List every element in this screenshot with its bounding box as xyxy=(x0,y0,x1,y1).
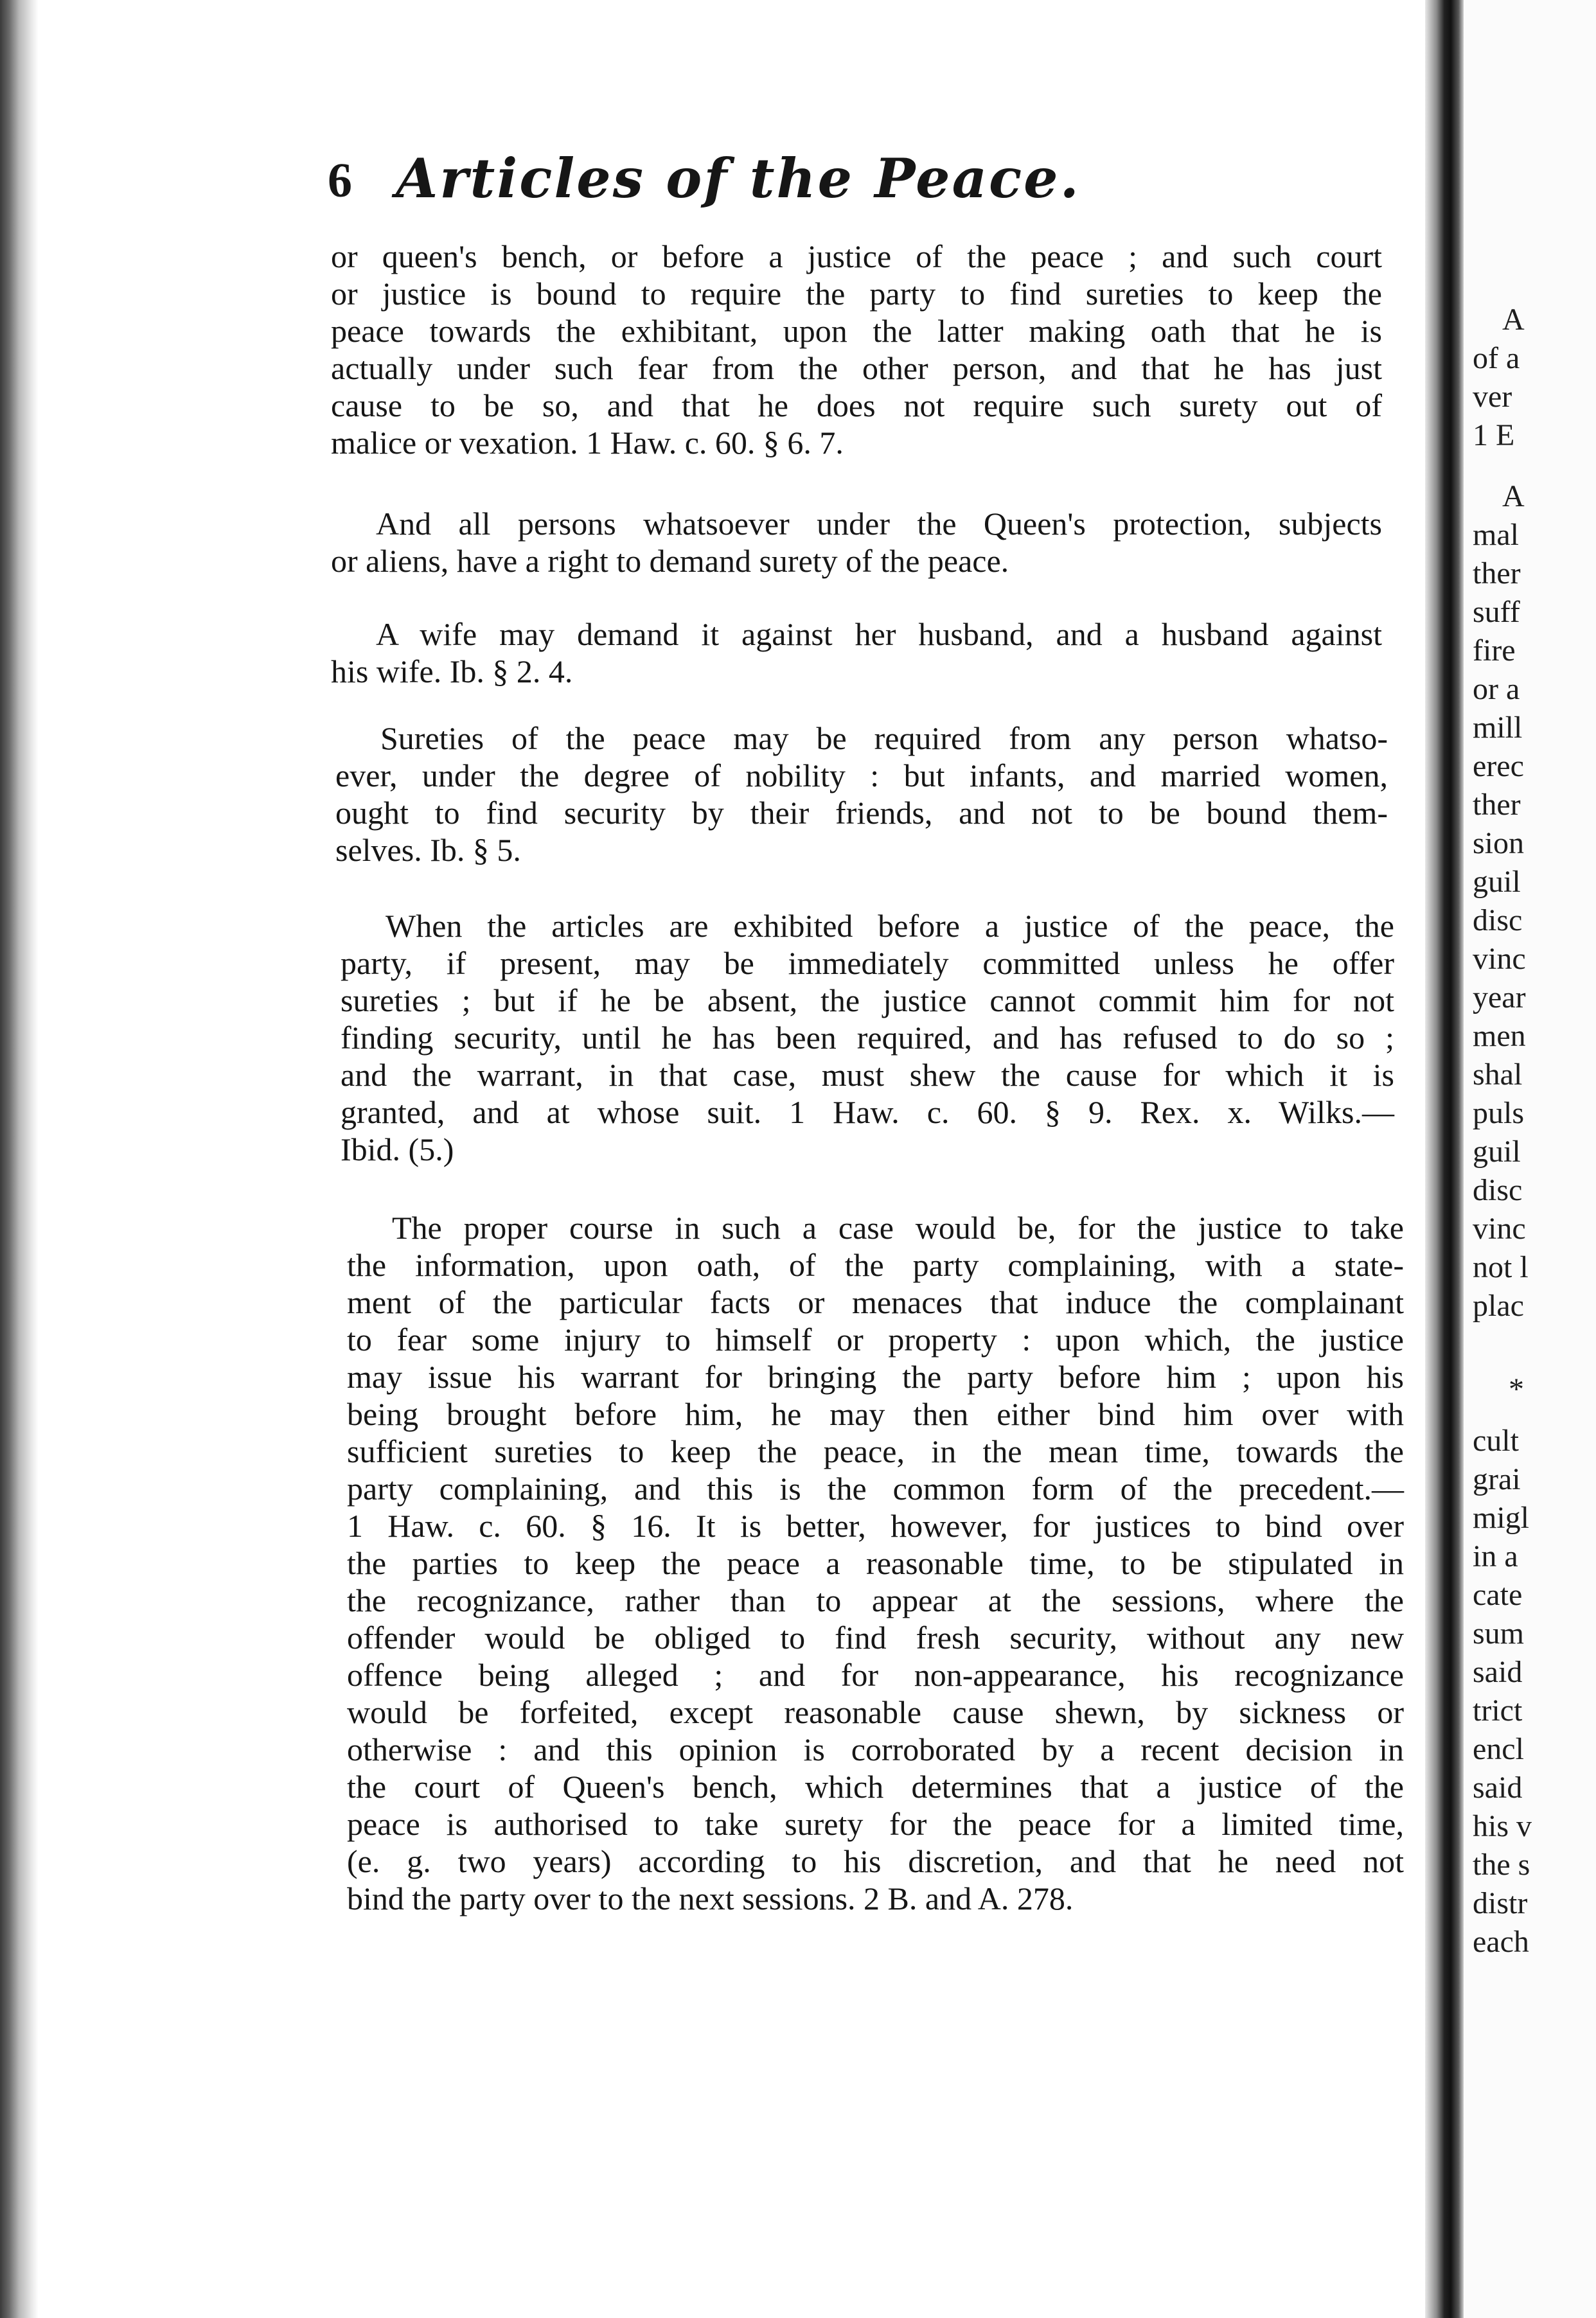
text-line: ought to find security by their friends, and not to be bound them- xyxy=(335,795,1388,831)
text-line: offence being alleged ; and for non-appearance, his recognizance xyxy=(347,1657,1404,1693)
text-line: peace is authorised to take surety for the peace for a limited time, xyxy=(347,1806,1404,1842)
facing-page-fragment: encl xyxy=(1473,1732,1524,1766)
facing-page-fragment: * xyxy=(1509,1372,1524,1406)
facing-page-fragment: erec xyxy=(1473,749,1524,783)
facing-page-fragment: A xyxy=(1502,303,1525,337)
book-gutter-shadow xyxy=(1425,0,1464,2318)
facing-page-fragment: distr xyxy=(1473,1886,1528,1920)
facing-page-fragment: not l xyxy=(1473,1250,1529,1284)
text-line: Ibid. (5.) xyxy=(341,1131,454,1167)
text-line: And all persons whatsoever under the Queen's protection, subjects xyxy=(376,506,1382,542)
facing-page-fragment: said xyxy=(1473,1655,1523,1689)
facing-page-fragment: ther xyxy=(1473,788,1521,822)
text-line: granted, and at whose suit. 1 Haw. c. 60. § 9. Rex. x. Wilks.— xyxy=(341,1094,1394,1130)
text-line: the recognizance, rather than to appear at the sessions, where the xyxy=(347,1582,1404,1618)
text-line: The proper course in such a case would be, for the justice to take xyxy=(392,1210,1404,1246)
facing-page-fragment: guil xyxy=(1473,1135,1521,1169)
facing-page-fragment: disc xyxy=(1473,903,1523,937)
facing-page-fragment: mal xyxy=(1473,518,1519,552)
facing-page-fragment: said xyxy=(1473,1771,1523,1805)
text-line: party, if present, may be immediately committed unless he offer xyxy=(341,945,1394,981)
text-line: to fear some injury to himself or property : upon which, the justice xyxy=(347,1322,1404,1358)
paragraph-1 xyxy=(331,238,1382,461)
text-line: sufficient sureties to keep the peace, in the mean time, towards the xyxy=(347,1433,1404,1469)
text-line: otherwise : and this opinion is corroborated by a recent decision in xyxy=(347,1731,1404,1767)
paragraph-5 xyxy=(341,907,1394,1168)
facing-page-fragment: of a xyxy=(1473,341,1520,375)
text-line: ment of the particular facts or menaces that induce the complainant xyxy=(347,1284,1404,1320)
facing-page-fragment: guil xyxy=(1473,865,1521,899)
facing-page-fragment: mill xyxy=(1473,711,1523,745)
facing-page-fragment: ver xyxy=(1473,380,1512,414)
facing-page-fragment: or a xyxy=(1473,672,1520,706)
text-line: malice or vexation. 1 Haw. c. 60. § 6. 7. xyxy=(331,425,844,461)
facing-page-fragment: suff xyxy=(1473,595,1520,629)
text-line: (e. g. two years) according to his discretion, and that he need not xyxy=(347,1843,1404,1879)
paragraph-2 xyxy=(331,505,1382,580)
text-line: or queen's bench, or before a justice of the peace ; and such court xyxy=(331,238,1382,274)
facing-page-fragment: grai xyxy=(1473,1462,1521,1496)
facing-page-fragment: 1 E xyxy=(1473,418,1515,452)
facing-page-fragment: puls xyxy=(1473,1096,1525,1130)
facing-page-fragment: his v xyxy=(1473,1809,1532,1843)
paragraph-6 xyxy=(347,1209,1404,1917)
facing-page-fragment: disc xyxy=(1473,1173,1523,1207)
text-line: the parties to keep the peace a reasonable time, to be stipulated in xyxy=(347,1545,1404,1581)
text-line: the information, upon oath, of the party complaining, with a state- xyxy=(347,1247,1404,1283)
text-line: would be forfeited, except reasonable cause shewn, by sickness or xyxy=(347,1694,1404,1730)
text-line: Sureties of the peace may be required from any person whatso- xyxy=(380,720,1388,756)
text-line: actually under such fear from the other person, and that he has just xyxy=(331,350,1382,386)
facing-page-fragment: the s xyxy=(1473,1848,1530,1882)
facing-page-fragment: vinc xyxy=(1473,1212,1526,1246)
text-line: selves. Ib. § 5. xyxy=(335,832,521,868)
text-line: party complaining, and this is the common form of the precedent.— xyxy=(347,1471,1404,1507)
facing-page-fragment: men xyxy=(1473,1019,1526,1053)
text-line: or justice is bound to require the party to find sureties to keep the xyxy=(331,276,1382,312)
facing-page-fragment: vinc xyxy=(1473,942,1526,976)
text-line: the court of Queen's bench, which determines that a justice of the xyxy=(347,1769,1404,1805)
text-line: peace towards the exhibitant, upon the latter making oath that he is xyxy=(331,313,1382,349)
text-line: his wife. Ib. § 2. 4. xyxy=(331,653,573,689)
facing-page-fragment: cate xyxy=(1473,1578,1523,1612)
facing-page-fragment: sion xyxy=(1473,826,1525,860)
text-line: bind the party over to the next sessions. 2 B. and A. 278. xyxy=(347,1880,1074,1916)
paragraph-3 xyxy=(331,615,1382,690)
facing-page-fragment: year xyxy=(1473,980,1526,1014)
facing-page-fragment: sum xyxy=(1473,1616,1525,1650)
facing-page-fragment: each xyxy=(1473,1925,1529,1959)
page-number: 6 xyxy=(328,154,352,208)
facing-page-fragment: migl xyxy=(1473,1501,1530,1535)
facing-page-edge xyxy=(1464,0,1596,2318)
facing-page-fragment: shal xyxy=(1473,1057,1523,1092)
text-line: offender would be obliged to find fresh security, without any new xyxy=(347,1620,1404,1656)
facing-page-fragment: cult xyxy=(1473,1424,1519,1458)
running-title: Articles of the Peace. xyxy=(396,146,1081,210)
facing-page-fragment: trict xyxy=(1473,1694,1523,1728)
text-line: A wife may demand it against her husband, and a husband against xyxy=(376,616,1382,652)
facing-page-fragment: plac xyxy=(1473,1289,1524,1323)
text-line: cause to be so, and that he does not require such surety out of xyxy=(331,387,1382,423)
facing-page-fragment: in a xyxy=(1473,1539,1518,1573)
paragraph-4 xyxy=(335,720,1388,869)
text-line: and the warrant, in that case, must shew the cause for which it is xyxy=(341,1057,1394,1093)
text-line: being brought before him, he may then either bind him over with xyxy=(347,1396,1404,1432)
text-line: When the articles are exhibited before a justice of the peace, the xyxy=(386,908,1394,944)
facing-page-fragment: A xyxy=(1502,479,1525,513)
facing-page-fragment: fire xyxy=(1473,633,1516,668)
text-line: ever, under the degree of nobility : but infants, and married women, xyxy=(335,757,1388,793)
text-line: sureties ; but if he be absent, the justice cannot commit him for not xyxy=(341,982,1394,1018)
text-line: or aliens, have a right to demand surety of the peace. xyxy=(331,543,1009,579)
text-line: may issue his warrant for bringing the party before him ; upon his xyxy=(347,1359,1404,1395)
text-line: finding security, until he has been required, and has refused to do so ; xyxy=(341,1020,1394,1056)
text-line: 1 Haw. c. 60. § 16. It is better, however, for justices to bind over xyxy=(347,1508,1404,1544)
facing-page-fragment: ther xyxy=(1473,556,1521,590)
